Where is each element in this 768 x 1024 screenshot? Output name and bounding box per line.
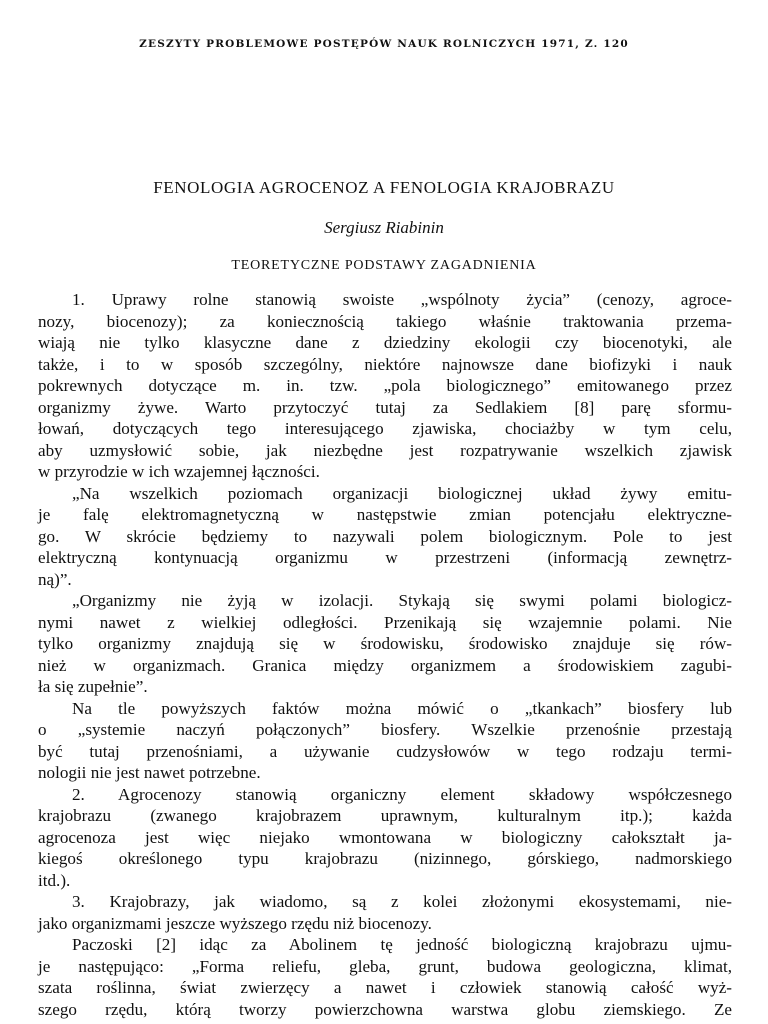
author-name: Sergiusz Riabinin xyxy=(324,218,444,237)
text-line: „Organizmy nie żyją w izolacji. Stykają się swymi polami biologicz- xyxy=(72,591,732,610)
text-line: ną)”. xyxy=(38,569,72,589)
text-line: organizmy żywe. Warto przytoczyć tutaj za Sedlakiem [8] parę sformu- xyxy=(38,397,732,417)
text-line: agrocenoza jest więc niejako wmontowana w biologiczny całokształt ja- xyxy=(38,827,732,847)
text-line: pokrewnych dotyczące m. in. tzw. „pola biologicznego” emitowanego przez xyxy=(38,376,732,395)
text-line: tylko organizmy znajdują się w środowisku, środowisko znajduje się rów- xyxy=(38,634,732,653)
text-line: 2. Agrocenozy stanowią organiczny element składowy współczesnego xyxy=(72,784,732,804)
text-line: wiają nie tylko klasyczne dane z dziedziny ekologii czy biocenotyki, ale xyxy=(38,333,732,352)
text-line: nymi nawet z wielkiej odległości. Przenikają się wzajemnie polami. Nie xyxy=(38,612,732,632)
text-line: także, i to w sposób szczególny, niektóre najnowsze dane biofizyki i nauk xyxy=(38,354,732,374)
text-line: 1. Uprawy rolne stanowią swoiste „wspólnoty życia” (cenozy, agroce- xyxy=(72,290,732,309)
running-head: ZESZYTY PROBLEMOWE POSTĘPÓW NAUK ROLNICZYCH 1971, Z. 120 xyxy=(139,38,629,50)
article-title: FENOLOGIA AGROCENOZ A FENOLOGIA KRAJOBRAZU xyxy=(153,178,615,197)
text-line: „Na wszelkich poziomach organizacji biologicznej układ żywy emitu- xyxy=(72,483,732,503)
section-heading: TEORETYCZNE PODSTAWY ZAGADNIENIA xyxy=(231,258,537,273)
text-line: łowań, dotyczących tego interesującego zjawiska, chociażby w tym celu, xyxy=(38,419,732,438)
text-line: jako organizmami jeszcze wyższego rzędu niż biocenozy. xyxy=(38,913,432,933)
text-line: je falę elektromagnetyczną w następstwie zmian potencjału elektryczne- xyxy=(38,505,732,524)
text-line: 3. Krajobrazy, jak wiadomo, są z kolei złożonymi ekosystemami, nie- xyxy=(72,892,732,911)
text-line: o „systemie naczyń połączonych” biosfery. Wszelkie przenośnie przestają xyxy=(38,720,732,739)
text-line: ła się zupełnie”. xyxy=(38,677,148,696)
text-line: go. W skrócie będziemy to nazywali polem biologicznym. Pole to jest xyxy=(38,526,732,546)
text-line: je następująco: „Forma reliefu, gleba, grunt, budowa geologiczna, klimat, xyxy=(38,956,732,976)
text-line: być tutaj przenośniami, a używanie cudzysłowów w tego rodzaju termi- xyxy=(38,741,732,761)
text-line: nież w organizmach. Granica między organizmem a środowiskiem zagubi- xyxy=(38,655,732,675)
text-line: Na tle powyższych faktów można mówić o „tkankach” biosfery lub xyxy=(72,698,732,718)
text-line: Paczoski [2] idąc za Abolinem tę jedność biologiczną krajobrazu ujmu- xyxy=(72,935,732,954)
text-line: kiegoś określonego typu krajobrazu (nizinnego, górskiego, nadmorskiego xyxy=(38,849,732,868)
text-line: szego rzędu, którą tworzy powierzchowna warstwa globu ziemskiego. Ze xyxy=(38,999,732,1019)
text-line: szata roślinna, świat zwierzęcy a nawet i człowiek stanowią całość wyż- xyxy=(38,978,732,997)
text-line: nologii nie jest nawet potrzebne. xyxy=(38,763,261,782)
text-line: aby uzmysłowić sobie, jak niezbędne jest rozpatrywanie wszelkich zjawisk xyxy=(38,440,732,460)
body-text xyxy=(38,289,732,1020)
text-line: elektryczną kontynuacją organizmu w przestrzeni (informacją zewnętrz- xyxy=(38,548,732,567)
text-line: w przyrodzie w ich wzajemnej łączności. xyxy=(38,462,320,481)
text-line: krajobrazu (zwanego krajobrazem uprawnym, kulturalnym itp.); każda xyxy=(38,806,732,825)
text-line: itd.). xyxy=(38,870,71,890)
text-line: nozy, biocenozy); za koniecznością takiego właśnie traktowania przema- xyxy=(38,311,732,331)
